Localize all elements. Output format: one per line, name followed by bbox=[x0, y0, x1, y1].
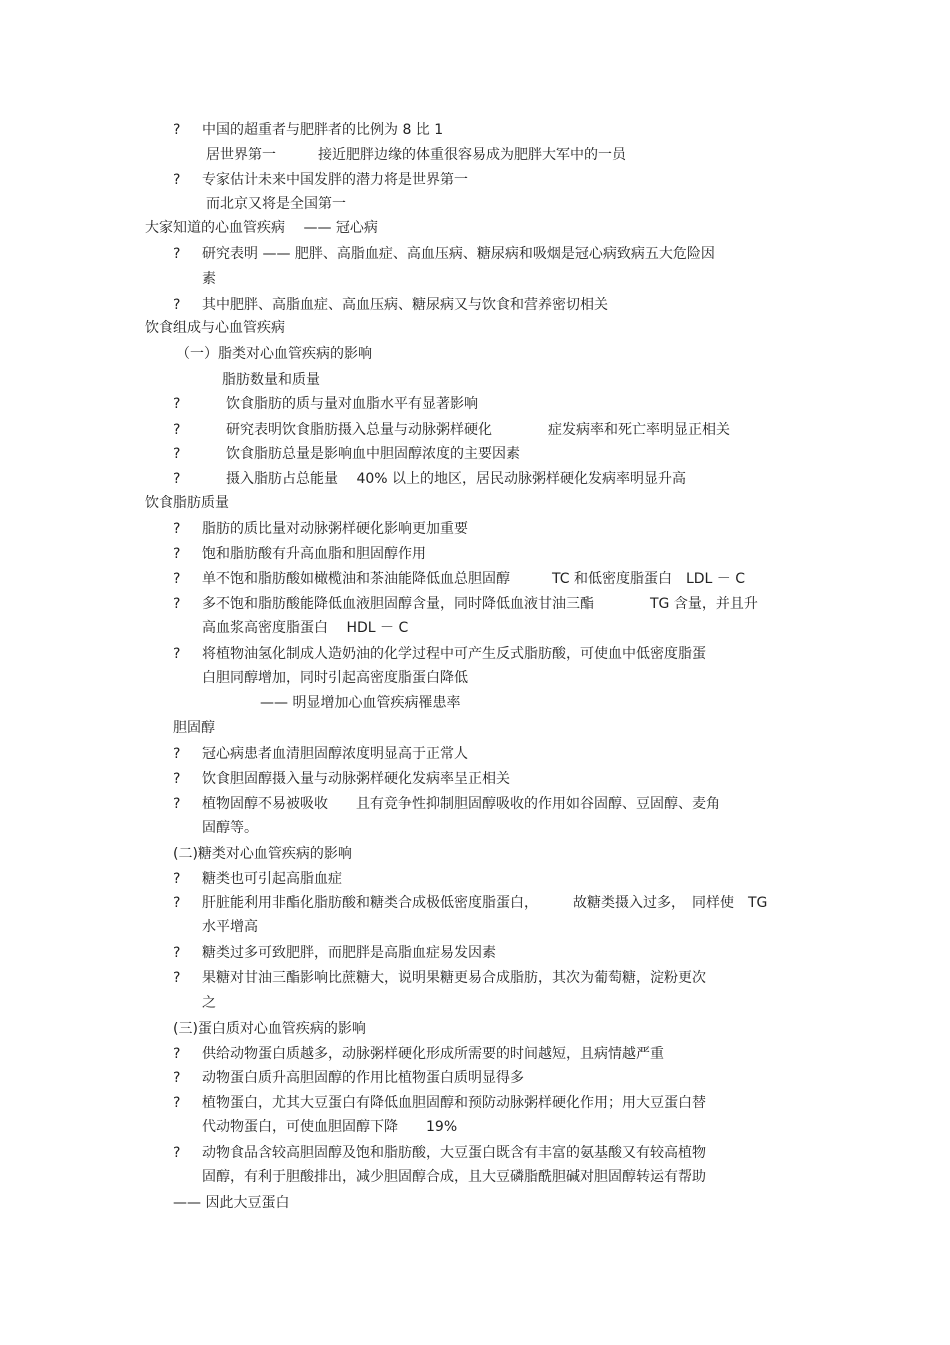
text-line: 供给动物蛋白质越多，动脉粥样硬化形成所需要的时间越短，且病情越严重 bbox=[202, 1046, 664, 1062]
text-line: 单不饱和脂肪酸如橄榄油和茶油能降低血总胆固醇 TC 和低密度脂蛋白 LDL － C bbox=[202, 571, 746, 587]
subsection-heading: (三)蛋白质对心血管疾病的影响 bbox=[173, 1021, 366, 1037]
bullet-marker: ? bbox=[173, 895, 181, 911]
text-line: 饮食胆固醇摄入量与动脉粥样硬化发病率呈正相关 bbox=[202, 771, 510, 787]
bullet-marker: ? bbox=[173, 871, 181, 887]
section-heading: 胆固醇 bbox=[173, 720, 215, 736]
text-line: 居世界第一 接近肥胖边缘的体重很容易成为肥胖大军中的一员 bbox=[206, 147, 626, 163]
text-line: 之 bbox=[202, 995, 216, 1011]
bullet-marker: ? bbox=[173, 246, 181, 262]
bullet-marker: ? bbox=[173, 970, 181, 986]
text-line: 素 bbox=[202, 271, 216, 287]
bullet-marker: ? bbox=[173, 521, 181, 537]
text-line: 饮食脂肪的质与量对血脂水平有显著影响 bbox=[226, 396, 478, 412]
text-line: 白胆同醇增加，同时引起高密度脂蛋白降低 bbox=[202, 670, 468, 686]
bullet-marker: ? bbox=[173, 945, 181, 961]
bullet-marker: ? bbox=[173, 1145, 181, 1161]
bullet-marker: ? bbox=[173, 446, 181, 462]
bullet-marker: ? bbox=[173, 796, 181, 812]
subsection-heading: （一）脂类对心血管疾病的影响 bbox=[176, 346, 372, 362]
text-line: 动物食品含较高胆固醇及饱和脂肪酸，大豆蛋白既含有丰富的氨基酸又有较高植物 bbox=[202, 1145, 706, 1161]
text-line: 植物蛋白，尤其大豆蛋白有降低血胆固醇和预防动脉粥样硬化作用；用大豆蛋白替 bbox=[202, 1095, 706, 1111]
text-line: 饱和脂肪酸有升高血脂和胆固醇作用 bbox=[202, 546, 426, 562]
bullet-marker: ? bbox=[173, 172, 181, 188]
text-line: 果糖对甘油三酯影响比蔗糖大，说明果糖更易合成脂肪，其次为葡萄糖，淀粉更次 bbox=[202, 970, 706, 986]
text-line: 摄入脂肪占总能量 40% 以上的地区，居民动脉粥样硬化发病率明显升高 bbox=[226, 471, 687, 487]
section-heading: 大家知道的心血管疾病 —— 冠心病 bbox=[145, 220, 378, 236]
text-line: 饮食脂肪总量是影响血中胆固醇浓度的主要因素 bbox=[226, 446, 520, 462]
subsection-heading: 脂肪数量和质量 bbox=[222, 372, 320, 388]
text-line: 糖类也可引起高脂血症 bbox=[202, 871, 342, 887]
text-line: 高血浆高密度脂蛋白 HDL － C bbox=[202, 620, 409, 636]
bullet-marker: ? bbox=[173, 122, 181, 138]
bullet-marker: ? bbox=[173, 646, 181, 662]
bullet-marker: ? bbox=[173, 771, 181, 787]
bullet-marker: ? bbox=[173, 1046, 181, 1062]
bullet-marker: ? bbox=[173, 1070, 181, 1086]
text-line: 动物蛋白质升高胆固醇的作用比植物蛋白质明显得多 bbox=[202, 1070, 524, 1086]
bullet-marker: ? bbox=[173, 297, 181, 313]
text-line: 将植物油氢化制成人造奶油的化学过程中可产生反式脂肪酸，可使血中低密度脂蛋 bbox=[202, 646, 706, 662]
text-line: 多不饱和脂肪酸能降低血液胆固醇含量，同时降低血液甘油三酯 TG 含量，并且升 bbox=[202, 596, 758, 612]
text-line: 糖类过多可致肥胖，而肥胖是高脂血症易发因素 bbox=[202, 945, 496, 961]
text-line: 专家估计未来中国发胖的潜力将是世界第一 bbox=[202, 172, 468, 188]
text-line: 固醇等。 bbox=[202, 820, 258, 836]
text-line: 中国的超重者与肥胖者的比例为 8 比 1 bbox=[202, 122, 444, 138]
text-line: 研究表明饮食脂肪摄入总量与动脉粥样硬化 症发病率和死亡率明显正相关 bbox=[226, 422, 730, 438]
bullet-marker: ? bbox=[173, 396, 181, 412]
text-line: —— 因此大豆蛋白 bbox=[173, 1195, 290, 1211]
text-line: 脂肪的质比量对动脉粥样硬化影响更加重要 bbox=[202, 521, 468, 537]
bullet-marker: ? bbox=[173, 571, 181, 587]
bullet-marker: ? bbox=[173, 546, 181, 562]
text-line: 其中肥胖、高脂血症、高血压病、糖尿病又与饮食和营养密切相关 bbox=[202, 297, 608, 313]
text-line: 冠心病患者血清胆固醇浓度明显高于正常人 bbox=[202, 746, 468, 762]
text-line: 代动物蛋白，可使血胆固醇下降 19% bbox=[202, 1119, 458, 1135]
bullet-marker: ? bbox=[173, 471, 181, 487]
bullet-marker: ? bbox=[173, 596, 181, 612]
bullet-marker: ? bbox=[173, 422, 181, 438]
section-heading: 饮食组成与心血管疾病 bbox=[145, 320, 285, 336]
bullet-marker: ? bbox=[173, 746, 181, 762]
section-heading: 饮食脂肪质量 bbox=[145, 495, 229, 511]
bullet-marker: ? bbox=[173, 1095, 181, 1111]
text-line: 肝脏能利用非酯化脂肪酸和糖类合成极低密度脂蛋白， 故糖类摄入过多， 同样使 TG bbox=[202, 895, 768, 911]
text-line: 研究表明 —— 肥胖、高脂血症、高血压病、糖尿病和吸烟是冠心病致病五大危险因 bbox=[202, 246, 715, 262]
subsection-heading: (二)糖类对心血管疾病的影响 bbox=[173, 846, 352, 862]
text-line: 固醇，有利于胆酸排出，减少胆固醇合成，且大豆磷脂酰胆碱对胆固醇转运有帮助 bbox=[202, 1169, 706, 1185]
text-line: 植物固醇不易被吸收 且有竞争性抑制胆固醇吸收的作用如谷固醇、豆固醇、麦角 bbox=[202, 796, 720, 812]
text-line: —— 明显增加心血管疾病罹患率 bbox=[260, 695, 461, 711]
text-line: 水平增高 bbox=[202, 919, 258, 935]
text-line: 而北京又将是全国第一 bbox=[206, 196, 346, 212]
